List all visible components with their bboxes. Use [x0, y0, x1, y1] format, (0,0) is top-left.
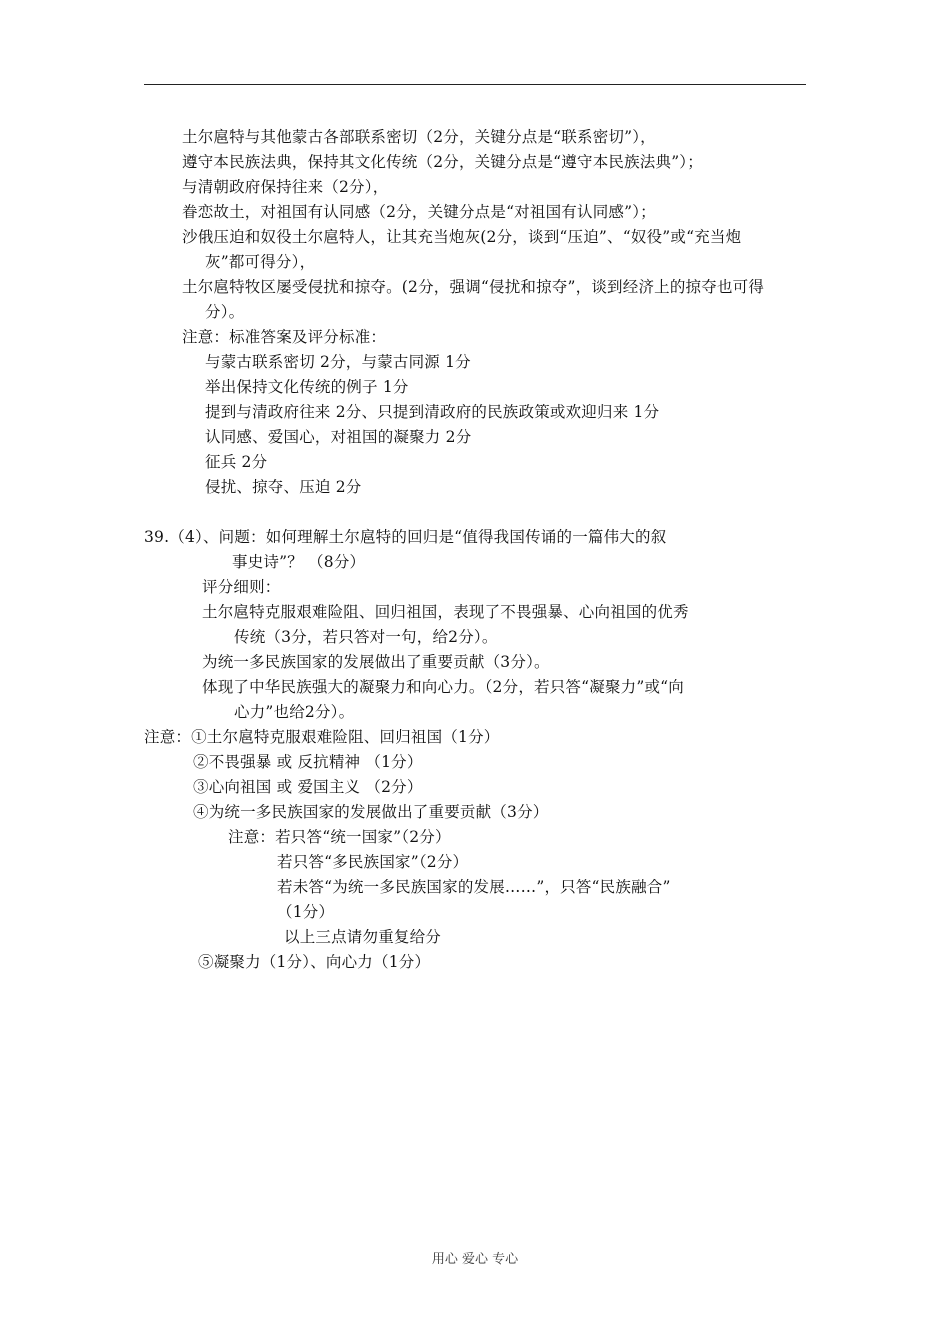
question-line-continued: 事史诗”？ （8分） — [232, 553, 366, 571]
note-item: 举出保持文化传统的例子 1分 — [205, 378, 409, 396]
answer-line: 土尔扈特牧区屡受侵扰和掠夺。(2分，强调“侵扰和掠夺”，谈到经济上的掠夺也可得 — [182, 278, 765, 296]
rule-line: 土尔扈特克服艰难险阻、回归祖国，表现了不畏强暴、心向祖国的优秀 — [202, 603, 689, 621]
rule-line-continued: 传统（3分，若只答对一句，给2分）。 — [234, 628, 498, 646]
note-item: 侵扰、掠夺、压迫 2分 — [205, 478, 362, 496]
sub-note-line: 注意：若只答“统一国家”（2分） — [228, 828, 451, 846]
rules-title: 评分细则： — [202, 578, 281, 596]
note-item: 提到与清政府往来 2分、只提到清政府的民族政策或欢迎归来 1分 — [205, 403, 660, 421]
note-line: ⑤凝聚力（1分）、向心力（1分） — [198, 953, 431, 971]
answer-line: 与清朝政府保持往来（2分）， — [182, 178, 389, 196]
sub-note-line: 若只答“多民族国家”（2分） — [277, 853, 469, 871]
answer-line: 遵守本民族法典，保持其文化传统（2分，关键分点是“遵守本民族法典”）； — [182, 153, 703, 171]
rule-line: 为统一多民族国家的发展做出了重要贡献（3分）。 — [202, 653, 550, 671]
rule-line-continued: 心力”也给2分）。 — [234, 703, 355, 721]
question-line: 39.（4）、问题：如何理解土尔扈特的回归是“值得我国传诵的一篇伟大的叙 — [144, 528, 667, 546]
note-item: 与蒙古联系密切 2分，与蒙古同源 1分 — [205, 353, 471, 371]
note-line: ②不畏强暴 或 反抗精神 （1分） — [193, 753, 423, 771]
note-line: ③心向祖国 或 爱国主义 （2分） — [193, 778, 423, 796]
note-line: 注意：①土尔扈特克服艰难险阻、回归祖国（1分） — [144, 728, 500, 746]
note-item: 认同感、爱国心，对祖国的凝聚力 2分 — [205, 428, 472, 446]
page-footer: 用心 爱心 专心 — [431, 1252, 519, 1267]
answer-line-continued: 分）。 — [205, 303, 245, 321]
sub-note-line: 若未答“为统一多民族国家的发展……”，只答“民族融合” — [277, 878, 671, 896]
answer-line: 沙俄压迫和奴役土尔扈特人，让其充当炮灰(2分，谈到“压迫”、“奴役”或“充当炮 — [182, 228, 742, 246]
answer-line-continued: 灰”都可得分）， — [205, 253, 316, 271]
answer-line: 眷恋故土，对祖国有认同感（2分，关键分点是“对祖国有认同感”）； — [182, 203, 656, 221]
sub-note-line: 以上三点请勿重复给分 — [284, 928, 442, 946]
note-title: 注意：标准答案及评分标准： — [182, 328, 387, 346]
answer-line: 土尔扈特与其他蒙古各部联系密切（2分，关键分点是“联系密切”）， — [182, 128, 656, 146]
header-rule — [144, 84, 806, 85]
note-item: 征兵 2分 — [205, 453, 268, 471]
sub-note-line: （1分） — [277, 903, 335, 921]
rule-line: 体现了中华民族强大的凝聚力和向心力。（2分，若只答“凝聚力”或“向 — [202, 678, 684, 696]
note-line: ④为统一多民族国家的发展做出了重要贡献（3分） — [193, 803, 549, 821]
